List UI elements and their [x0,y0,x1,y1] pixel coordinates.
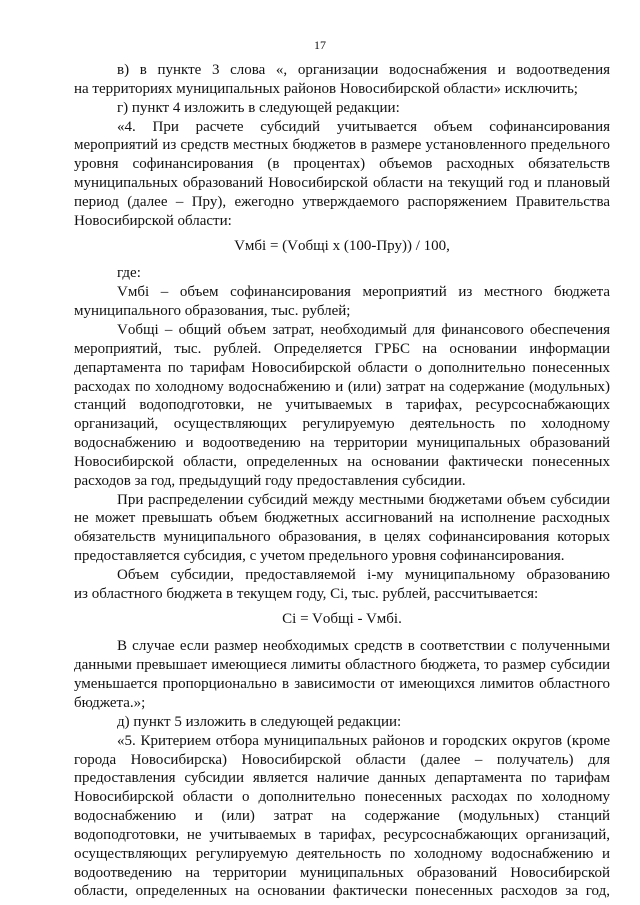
text-line: Новосибирской области о дополнительно понесенных расходах по холодному [74,789,610,806]
text-line: водоподготовки, не учитываемых в тарифах, ресурсоснабжающих организаций, [74,826,610,843]
page-number: 17 [314,38,326,52]
text-line: Новосибирской области, определенных на основании фактически понесенных [74,453,610,470]
text-line: мероприятий, тыс. рублей. Определяется ГРБС на основании информации [74,340,610,357]
paragraph [74,99,610,118]
text-line: станций водоподготовки, не учитываемых в тарифах, ресурсоснабжающих [74,397,610,414]
text-line: из областного бюджета в текущем году, Ci, тыс. рублей, рассчитывается: [74,585,539,602]
text-line: где: [117,265,141,282]
text-line: Vмбi – объем софинансирования мероприятий из местного бюджета [117,284,610,301]
text-line: В случае если размер необходимых средств в соответствии с полученными [117,638,610,655]
paragraph [74,264,610,283]
paragraph [74,732,610,902]
text-line: на территориях муниципальных районов Новосибирской области» исключить; [74,80,578,97]
formula: Vмбi = (Vобщi x (100-Пру)) / 100, [234,237,450,254]
text-line: водоснабжению и водоотведению на территории муниципальных образований [74,435,610,452]
text-line: предоставляется субсидия, с учетом предельного уровня софинансирования. [74,548,565,565]
text-line: департамента по тарифам Новосибирской области о дополнительно понесенных [74,359,610,376]
text-line: области, определенных на основании фактически понесенных расходов за год, [74,883,610,900]
text-line: муниципального образования, тыс. рублей; [74,303,351,320]
text-line: данными превышает имеющиеся лимиты областного бюджета, то размер субсидии [74,657,610,674]
paragraph [74,283,610,321]
paragraph [74,566,610,604]
paragraph [74,321,610,491]
paragraph [74,61,610,99]
text-line: водоотведению на территории муниципальных образований Новосибирской [74,864,610,881]
text-line: г) пункт 4 изложить в следующей редакции: [117,99,400,116]
formula: Ci = Vобщi - Vмбi. [282,610,402,627]
text-line: «4. При расчете субсидий учитывается объем софинансирования [117,118,610,135]
paragraph [74,491,610,566]
paragraph [74,118,610,231]
text-line: «5. Критерием отбора муниципальных районов и городских округов (кроме [117,732,610,749]
document-body [74,61,610,901]
text-line: не может превышать объем бюджетных ассигнований на исполнение расходных [74,510,610,527]
paragraph [74,637,610,712]
text-line: предоставления субсидии является наличие данных департамента по тарифам [74,770,610,787]
text-line: обязательств муниципального образования, в целях софинансирования которых [74,529,610,546]
text-line: д) пункт 5 изложить в следующей редакции: [117,713,402,730]
text-line: Объем субсидии, предоставляемой i-му муниципальному образованию [117,566,610,583]
text-line: бюджета.»; [74,695,146,711]
text-line: уровня софинансирования (в процентах) объемов расходных обязательств [74,156,610,173]
text-line: города Новосибирска) Новосибирской области (далее – получатель) для [74,751,610,768]
text-line: водоснабжению и (или) затрат на содержание (модульных) станций [74,808,610,825]
text-line: период (далее – Пру), ежегодно утверждаемого распоряжением Правительства [74,193,610,210]
text-line: мероприятий из средств местных бюджетов в размере установленного предельного [74,137,610,154]
text-line: При распределении субсидий между местными бюджетами объем субсидии [117,491,610,508]
text-line: расходах по холодному водоснабжению и (или) затрат на содержание (модульных) [74,378,610,395]
text-line: организаций, осуществляющих регулируемую деятельность по холодному [74,416,610,433]
paragraph [74,713,610,732]
text-line: Новосибирской области: [74,212,232,229]
text-line: муниципальных образований Новосибирской области на текущий год и плановый [74,175,610,192]
text-line: осуществляющих регулируемую деятельность по холодному водоснабжению и [74,845,610,862]
text-line: уменьшается пропорционально в зависимости от имеющихся лимитов областного [74,676,610,693]
text-line: Vобщi – общий объем затрат, необходимый для финансового обеспечения [117,321,610,338]
text-line: расходов за год, предыдущий году предоставления субсидии. [74,472,466,489]
text-line: в) в пункте 3 слова «, организации водоснабжения и водоотведения [117,62,610,78]
